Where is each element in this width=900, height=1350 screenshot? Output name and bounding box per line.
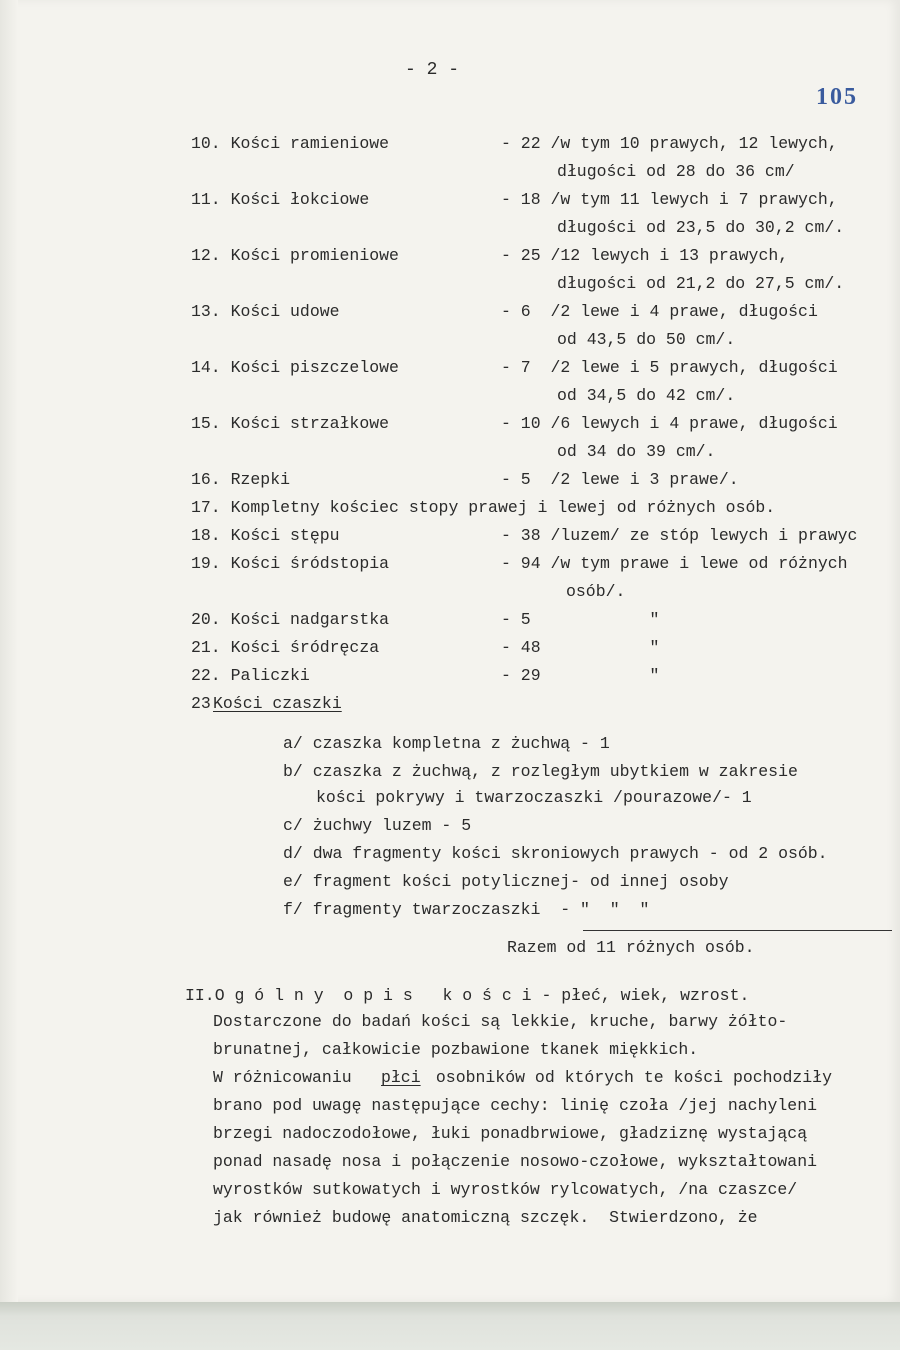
text-line: brano pod uwagę następujące cechy: linię czoła /jej nachyleni [213,1096,817,1115]
text-line: 12. Kości promieniowe [191,246,399,265]
text-line: od 34 do 39 cm/. [557,442,716,461]
text-line: - 5 /2 lewe i 3 prawe/. [501,470,739,489]
text-line: b/ czaszka z żuchwą, z rozległym ubytkiem w zakresie [283,762,798,781]
text-line: W różnicowaniu [213,1068,362,1087]
page-number: - 2 - [405,60,460,80]
text-line: 13. Kości udowe [191,302,340,321]
text-line: 18. Kości stępu [191,526,340,545]
text-line: kości pokrywy i twarzoczaszki /pourazowe/- 1 [316,788,752,807]
text-line: Razem od 11 różnych osób. [507,938,755,957]
text-line: 15. Kości strzałkowe [191,414,390,433]
text-line: d/ dwa fragmenty kości skroniowych prawych - od 2 osób. [283,844,828,863]
text-line: - 5 " [501,610,660,629]
text-line: - 18 /w tym 11 lewych i 7 prawych, [501,190,838,209]
text-line: 10. Kości ramieniowe [191,134,390,153]
text-line: f/ fragmenty twarzoczaszki - " " " [283,900,650,919]
text-line: 22. Paliczki [191,666,310,685]
text-line: jak również budowę anatomiczną szczęk. Stwierdzono, że [213,1208,758,1227]
text-line: II.O g ó l n y o p i s k o ś c i - płeć, wiek, wzrost. [185,986,750,1005]
text-line: wyrostków sutkowatych i wyrostków rylcowatych, /na czaszce/ [213,1180,798,1199]
text-line: od 43,5 do 50 cm/. [557,330,736,349]
text-line: 16. Rzepki [191,470,291,489]
text-line: Dostarczone do badań kości są lekkie, kruche, barwy żółto- [213,1012,788,1031]
text-line: - 48 " [501,638,660,657]
text-line: c/ żuchwy luzem - 5 [283,816,472,835]
text-line: 19. Kości śródstopia [191,554,390,573]
text-line: 21. Kości śródręcza [191,638,380,657]
text-line: - 22 /w tym 10 prawych, 12 lewych, [501,134,838,153]
text-line: płci [381,1068,421,1087]
text-line: 11. Kości łokciowe [191,190,370,209]
text-line: brzegi nadoczodołowe, łuki ponadbrwiowe, gładziznę wystającą [213,1124,808,1143]
text-line: - 6 /2 lewe i 4 prawe, długości [501,302,818,321]
text-line: długości od 23,5 do 30,2 cm/. [557,218,845,237]
text-line: - 10 /6 lewych i 4 prawe, długości [501,414,838,433]
page-binding-edge [0,0,18,1302]
text-line: brunatnej, całkowicie pozbawione tkanek miękkich. [213,1040,699,1059]
text-line: długości od 28 do 36 cm/ [557,162,795,181]
text-line: Kości czaszki [213,694,342,713]
text-line: 14. Kości piszczelowe [191,358,399,377]
text-line: długości od 21,2 do 27,5 cm/. [557,274,845,293]
text-line: osób/. [566,582,626,601]
text-line: od 34,5 do 42 cm/. [557,386,736,405]
text-line: 23 [191,694,221,713]
text-line: 17. Kompletny kościec stopy prawej i lewej od różnych osób. [191,498,776,517]
text-line: 20. Kości nadgarstka [191,610,390,629]
text-line: ponad nasadę nosa i połączenie nosowo-czołowe, wykształtowani [213,1152,817,1171]
text-line: - 7 /2 lewe i 5 prawych, długości [501,358,838,377]
sum-underline-rule [583,930,892,931]
text-line: a/ czaszka kompletna z żuchwą - 1 [283,734,610,753]
text-line: - 25 /12 lewych i 13 prawych, [501,246,789,265]
folio-number-stamp: 105 [816,84,858,110]
text-line: - 38 /luzem/ ze stóp lewych i prawyc [501,526,858,545]
text-line: - 94 /w tym prawe i lewe od różnych [501,554,848,573]
text-line: - 29 " [501,666,660,685]
text-line: e/ fragment kości potylicznej- od innej osoby [283,872,729,891]
text-line: osobników od których te kości pochodziły [426,1068,832,1087]
scan-bottom-edge [0,1302,900,1350]
